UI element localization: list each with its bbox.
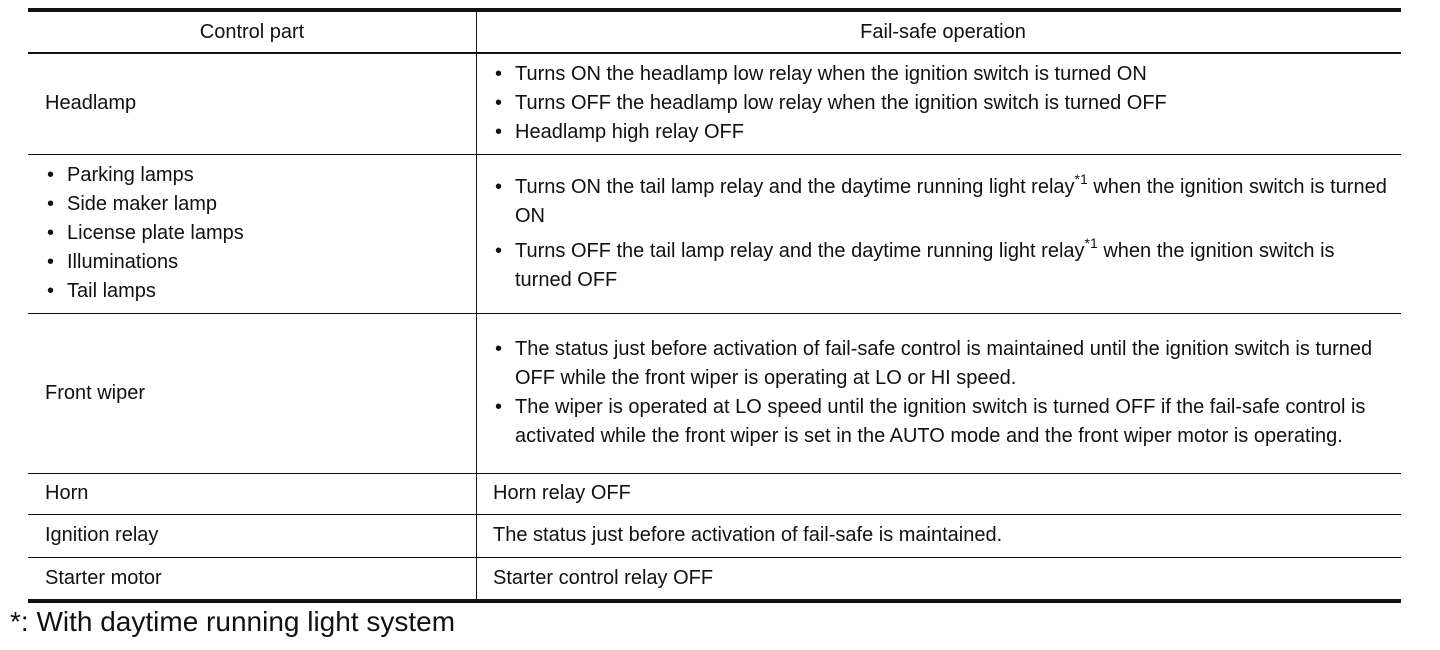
- control-part-cell: [28, 154, 477, 313]
- table-row: [28, 473, 1401, 514]
- column-header-control-part: Control part: [28, 10, 477, 53]
- footnote-marker: *1: [1074, 170, 1088, 187]
- table-row: [28, 557, 1401, 601]
- operation-item: • Headlamp high relay OFF: [493, 118, 1393, 147]
- control-part-item: • Parking lamps: [45, 161, 476, 190]
- operation-item: • The wiper is operated at LO speed until the ignition switch is turned OFF if the fail-safe control is activated while the front wiper is set in the AUTO mode and the front wiper motor is operating.: [493, 393, 1393, 451]
- table-row: [28, 514, 1401, 557]
- fail-safe-operation-cell: Horn relay OFF: [477, 473, 1402, 514]
- fail-safe-operation-cell: Starter control relay OFF: [477, 557, 1402, 601]
- operation-item: • The status just before activation of fail-safe control is maintained until the ignition switch is turned OFF while the front wiper is operating at LO or HI speed.: [493, 335, 1393, 393]
- control-part-cell: Starter motor: [28, 557, 477, 601]
- control-part-item: • Illuminations: [45, 248, 476, 277]
- table-row: [28, 313, 1401, 473]
- control-part-cell: Horn: [28, 473, 477, 514]
- control-part-cell: Headlamp: [28, 53, 477, 154]
- control-part-item: • Side maker lamp: [45, 190, 476, 219]
- fail-safe-operation-cell: [477, 53, 1402, 154]
- table-row: [28, 154, 1401, 313]
- footnote-marker: *1: [1084, 234, 1098, 251]
- operation-item: • Turns ON the headlamp low relay when the ignition switch is turned ON: [493, 60, 1393, 89]
- operation-item: • Turns OFF the headlamp low relay when the ignition switch is turned OFF: [493, 89, 1393, 118]
- fail-safe-operation-cell: [477, 154, 1402, 313]
- operation-text: when the ignition switch is turned OFF: [515, 239, 1335, 291]
- fail-safe-operation-cell: The status just before activation of fail-safe is maintained.: [477, 514, 1402, 557]
- operation-list: [493, 170, 1393, 295]
- operation-list: [493, 60, 1393, 147]
- column-header-fail-safe-operation: Fail-safe operation: [477, 10, 1402, 53]
- operation-text: Turns OFF the tail lamp relay and the daytime running light relay: [515, 239, 1085, 262]
- control-part-item: • License plate lamps: [45, 219, 476, 248]
- fail-safe-operation-cell: [477, 313, 1402, 473]
- operation-item: [493, 234, 1393, 295]
- operation-list: [493, 335, 1393, 451]
- table-row: [28, 53, 1401, 154]
- footnote: *: With daytime running light system: [10, 606, 456, 637]
- fail-safe-table: [28, 8, 1401, 603]
- operation-text: Turns ON the tail lamp relay and the daytime running light relay: [515, 175, 1075, 198]
- control-part-list: [45, 161, 476, 306]
- table-header-row: [28, 10, 1401, 53]
- control-part-item: • Tail lamps: [45, 277, 476, 306]
- operation-item: [493, 170, 1393, 231]
- control-part-cell: Ignition relay: [28, 514, 477, 557]
- operation-text: when the ignition switch is turned ON: [515, 175, 1387, 227]
- control-part-cell: Front wiper: [28, 313, 477, 473]
